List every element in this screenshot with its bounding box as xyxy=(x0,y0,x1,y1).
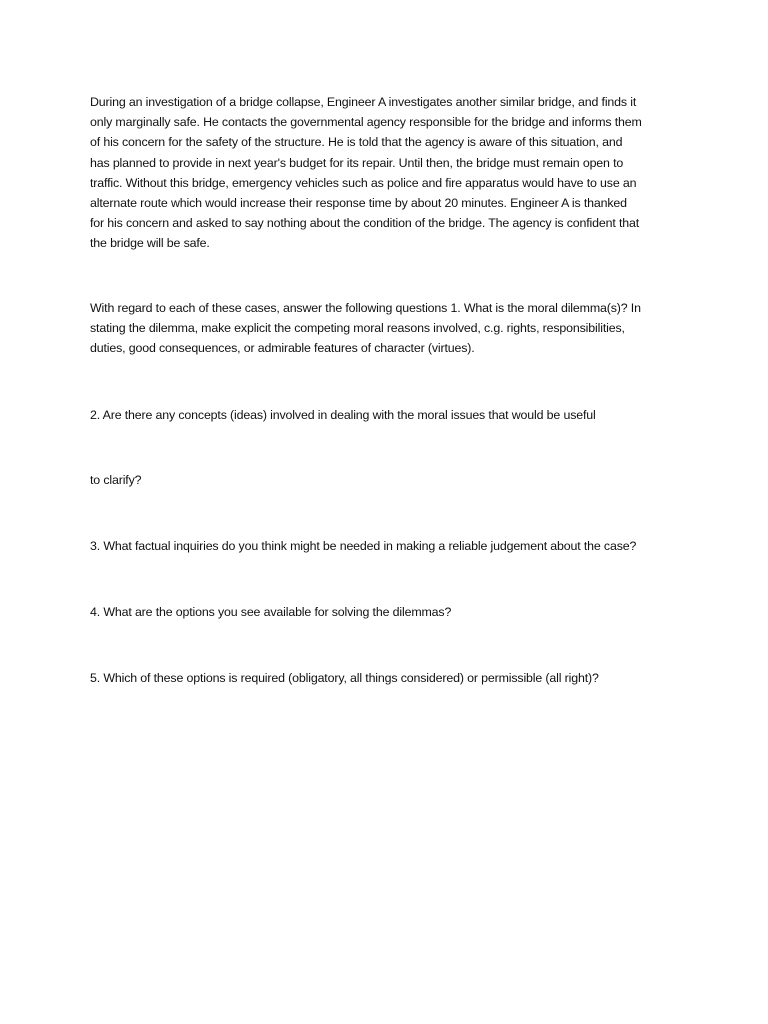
case-line: of his concern for the safety of the structure. He is told that the agency is aware of this situation, and xyxy=(90,135,623,150)
question-3 xyxy=(90,536,680,556)
intro-line: stating the dilemma, make explicit the competing moral reasons involved, c.g. rights, responsibilities, xyxy=(90,321,625,336)
case-line: During an investigation of a bridge collapse, Engineer A investigates another similar bridge, and finds it xyxy=(90,95,637,109)
intro-line: duties, good consequences, or admirable features of character (virtues). xyxy=(90,341,475,356)
question-5 xyxy=(90,668,680,688)
case-paragraph xyxy=(90,92,680,254)
case-line: for his concern and asked to say nothing about the condition of the bridge. The agency is confident that xyxy=(90,216,640,231)
case-line: has planned to provide in next year's budget for its repair. Until then, the bridge must remain open to xyxy=(90,155,624,170)
question-2-part-1 xyxy=(90,405,680,425)
question-line: 4. What are the options you see available for solving the dilemmas? xyxy=(90,605,452,619)
question-line: 2. Are there any concepts (ideas) involved in dealing with the moral issues that would be useful xyxy=(90,408,596,422)
case-line: only marginally safe. He contacts the governmental agency responsible for the bridge and informs them xyxy=(90,115,642,130)
case-line: alternate route which would increase their response time by about 20 minutes. Engineer A is thanked xyxy=(90,196,627,211)
intro-line: With regard to each of these cases, answer the following questions 1. What is the moral dilemma(s)? In xyxy=(90,301,641,315)
question-2-part-2 xyxy=(90,470,680,490)
question-line: to clarify? xyxy=(90,473,142,487)
case-line: traffic. Without this bridge, emergency vehicles such as police and fire apparatus would have to use an xyxy=(90,175,637,190)
question-4 xyxy=(90,602,680,622)
question-line: 5. Which of these options is required (obligatory, all things considered) or permissible (all right)? xyxy=(90,671,599,685)
question-line: 3. What factual inquiries do you think might be needed in making a reliable judgement about the case? xyxy=(90,539,637,553)
case-line: the bridge will be safe. xyxy=(90,236,210,251)
questions-intro-paragraph xyxy=(90,298,680,359)
